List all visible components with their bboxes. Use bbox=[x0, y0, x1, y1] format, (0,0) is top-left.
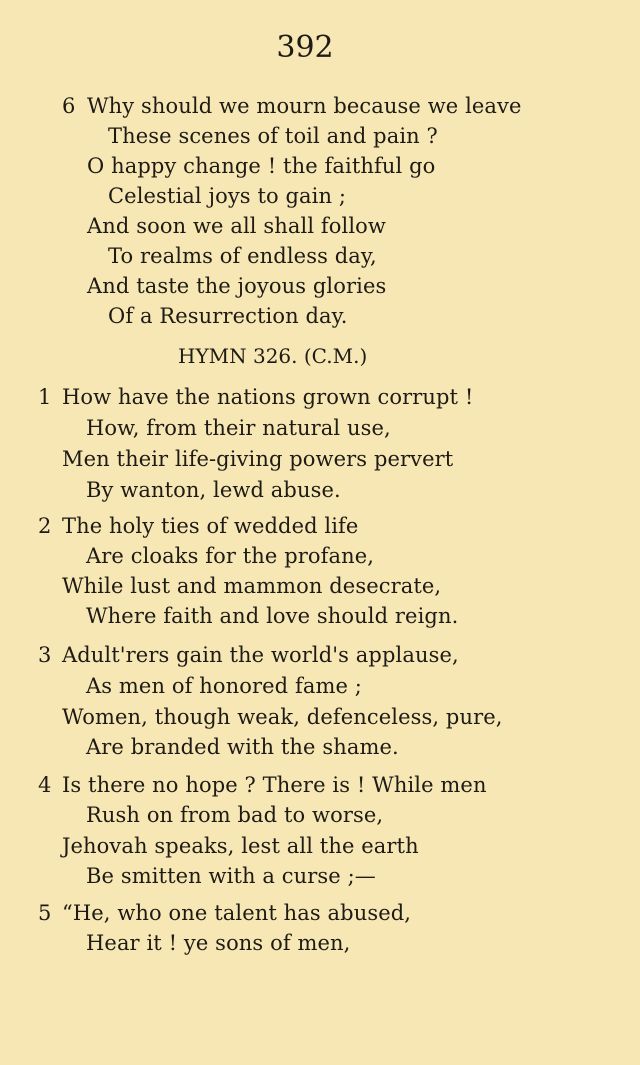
verse-number: 4 bbox=[38, 773, 52, 797]
verse-number: 3 bbox=[38, 643, 52, 667]
verse-line: Of a Resurrection day. bbox=[108, 304, 348, 328]
verse-line: Women, though weak, defenceless, pure, bbox=[62, 705, 503, 729]
page-number: 392 bbox=[276, 30, 334, 65]
verse-line: To realms of endless day, bbox=[108, 244, 377, 268]
verse-line: Men their life-giving powers pervert bbox=[62, 447, 454, 471]
verse-line: These scenes of toil and pain ? bbox=[108, 124, 438, 148]
verse-line: How have the nations grown corrupt ! bbox=[62, 385, 474, 409]
verse-line: “He, who one talent has abused, bbox=[62, 901, 412, 925]
verse-line: Celestial joys to gain ; bbox=[108, 184, 347, 208]
verse-line: Where faith and love should reign. bbox=[86, 604, 459, 628]
verse-line: And taste the joyous glories bbox=[87, 274, 387, 298]
verse-line: How, from their natural use, bbox=[86, 416, 391, 440]
hymn-title: HYMN 326. (C.M.) bbox=[178, 344, 368, 368]
verse-line: The holy ties of wedded life bbox=[62, 514, 359, 538]
verse-number: 2 bbox=[38, 514, 52, 538]
verse-line: Is there no hope ? There is ! While men bbox=[62, 773, 487, 797]
verse-line: And soon we all shall follow bbox=[87, 214, 386, 238]
verse-line: While lust and mammon desecrate, bbox=[62, 574, 442, 598]
verse-line: As men of honored fame ; bbox=[86, 674, 362, 698]
verse-line: Why should we mourn because we leave bbox=[87, 94, 522, 118]
verse-number: 6 bbox=[62, 94, 76, 118]
verse-number: 5 bbox=[38, 901, 52, 925]
verse-line: Jehovah speaks, lest all the earth bbox=[62, 834, 419, 858]
verse-line: Adult'rers gain the world's applause, bbox=[62, 643, 459, 667]
verse-line: O happy change ! the faithful go bbox=[87, 154, 436, 178]
verse-line: Are cloaks for the profane, bbox=[86, 544, 375, 568]
verse-line: Rush on from bad to worse, bbox=[86, 803, 384, 827]
verse-line: Be smitten with a curse ;— bbox=[86, 864, 376, 888]
verse-line: Are branded with the shame. bbox=[86, 735, 399, 759]
verse-number: 1 bbox=[38, 385, 52, 409]
verse-line: By wanton, lewd abuse. bbox=[86, 478, 341, 502]
verse-line: Hear it ! ye sons of men, bbox=[86, 931, 351, 955]
